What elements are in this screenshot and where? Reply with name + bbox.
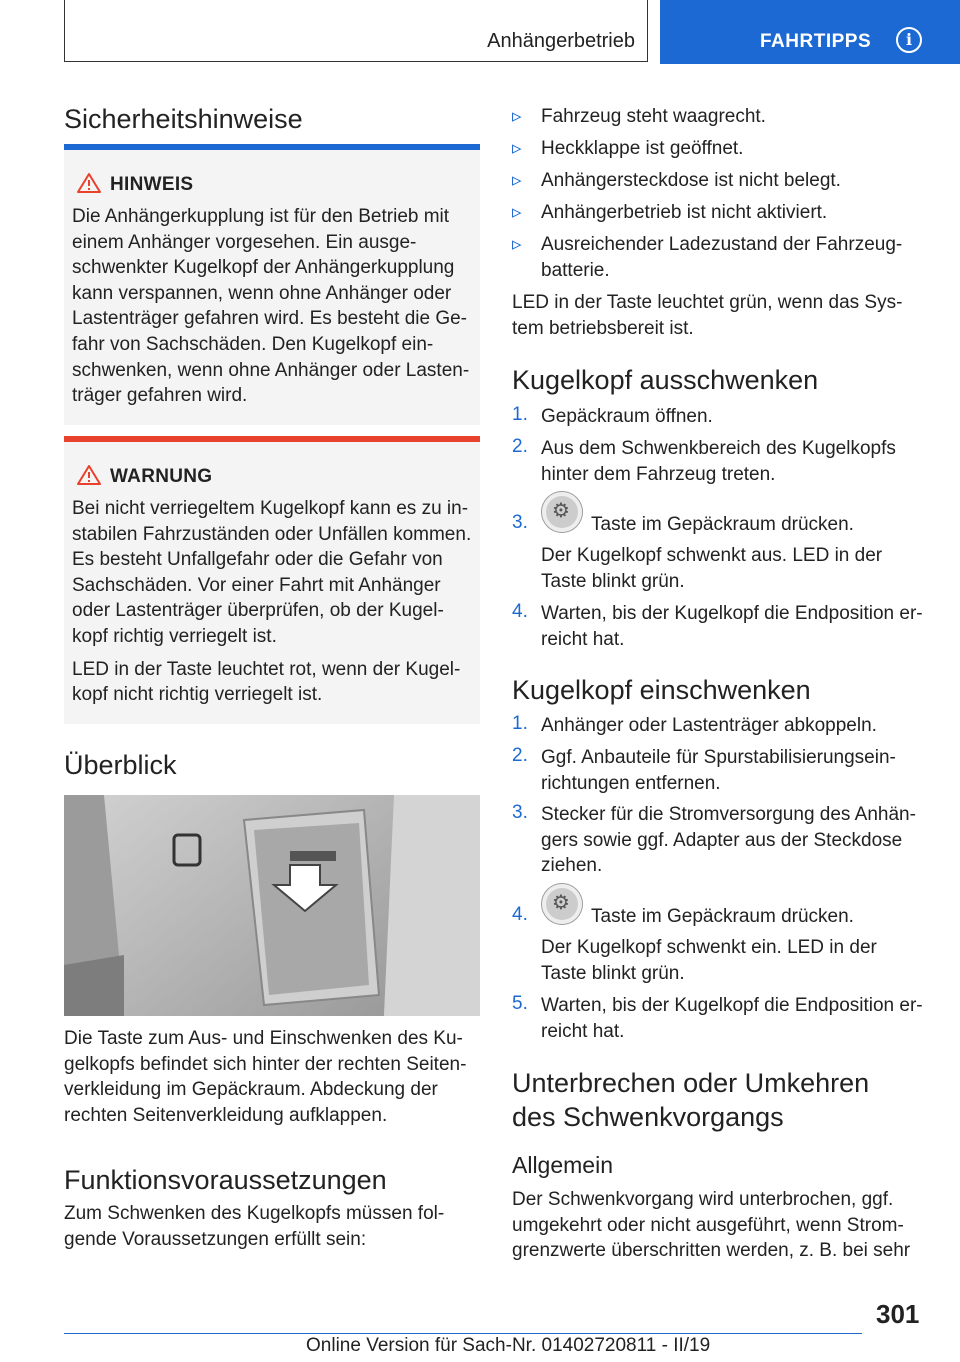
warning-triangle-icon [76,464,102,486]
subtitle-allgemein: Allgemein [512,1152,613,1178]
step-number: 4. [512,904,528,925]
bullet-marker-icon: ▹ [512,234,522,255]
step-text: Stecker für die Stromversorgung des Anhän- gers sowie ggf. Adapter aus der Steckdose ziehen. [541,804,916,877]
footer-text: Online Version für Sach-Nr. 01402720811 - II/19 [306,1335,711,1356]
condition-item: Anhängersteckdose ist nicht belegt. [541,170,841,191]
condition-item: Heckklappe ist geöffnet. [541,138,744,159]
step-text: Warten, bis der Kugelkopf die Endposition er- reicht hat. [541,603,923,650]
title-kugelkopf-ausschwenken: Kugelkopf ausschwenken [512,365,819,395]
step-text: Ggf. Anbauteile für Spurstabilisierungsein- richtungen entfernen. [541,747,896,794]
step-number: 1. [512,404,528,425]
step-text: Warten, bis der Kugelkopf die Endposition er- reicht hat. [541,995,923,1042]
warnung-label: WARNUNG [110,466,213,487]
led-ready-text: LED in der Taste leuchtet grün, wenn das Sys- tem betriebsbereit ist. [512,292,903,339]
step-number: 5. [512,993,528,1014]
trailer-hitch-button-icon [542,492,582,532]
step-text: Taste im Gepäckraum drücken. [591,514,854,535]
step-text: Gepäckraum öffnen. [541,406,713,427]
trailer-hitch-button-icon [542,884,582,924]
header-section-label: Anhängerbetrieb [487,30,635,52]
info-icon: i [896,27,922,53]
condition-item: Ausreichender Ladezustand der Fahrzeug- batterie. [541,234,903,281]
bullet-marker-icon: ▹ [512,138,522,159]
step-number: 2. [512,745,528,766]
title-funktionsvoraussetzungen: Funktionsvoraussetzungen [64,1165,387,1195]
warning-triangle-icon [76,172,102,194]
warnung-text: Bei nicht verriegeltem Kugelkopf kann es zu in- stabilen Fahrzuständen oder Unfällen kommen. Es besteht Unfallgefahr oder die Gefahr von Sachschäden. Vor einer Fahrt mit Anhänger oder Lastenträger überprüfen, ob der Kugel- kopf richtig verriegelt ist. LED in der Taste leuchtet rot, wenn der Kugel- kopf nicht richtig verriegelt ist. [72,498,472,706]
trunk-illustration [64,795,480,1016]
hinweis-label: HINWEIS [110,174,194,195]
step-result-text: Der Kugelkopf schwenkt ein. LED in der Taste blinkt grün. [541,937,877,984]
title-unterbrechen: Unterbrechen oder Umkehren des Schwenkvorgangs [512,1068,870,1132]
allgemein-text: Der Schwenkvorgang wird unterbrochen, ggf. umgekehrt oder nicht ausgeführt, wenn Strom- grenzwerte überschritten werden, z. B. bei sehr [512,1189,911,1262]
step-text: Aus dem Schwenkbereich des Kugelkopfs hinter dem Fahrzeug treten. [541,438,896,485]
condition-item: Fahrzeug steht waagrecht. [541,106,766,127]
header-chapter-label: FAHRTIPPS [760,31,872,52]
title-sicherheitshinweise: Sicherheitshinweise [64,104,303,134]
step-number: 4. [512,601,528,622]
footer-rule [64,1333,862,1334]
step-result-text: Der Kugelkopf schwenkt aus. LED in der Taste blinkt grün. [541,545,883,592]
condition-item: Anhängerbetrieb ist nicht aktiviert. [541,202,828,223]
title-kugelkopf-einschwenken: Kugelkopf einschwenken [512,675,811,705]
step-number: 2. [512,436,528,457]
step-number: 1. [512,713,528,734]
step-text: Taste im Gepäckraum drücken. [591,906,854,927]
ueberblick-text: Die Taste zum Aus- und Einschwenken des Ku- gelkopfs befindet sich hinter der rechten Seiten- verkleidung im Gepäckraum. Abdeckung der rechten Seitenverkleidung aufklappen. [64,1028,467,1126]
hinweis-text: Die Anhängerkupplung ist für den Betrieb mit einem Anhänger vorgesehen. Ein ausge- schwenkter Kugelkopf der Anhängerkupplung kann verspannen, wenn ohne Anhänger oder Lastenträger gefahren wird. Es besteht die Ge- fahr von Sachschäden. Den Kugelkopf ein- schwenken, wenn ohne Anhänger oder Lasten- träger gefahren wird. [72,206,470,407]
title-ueberblick: Überblick [64,750,177,780]
step-number: 3. [512,802,528,823]
hinweis-box [64,150,480,425]
bullet-marker-icon: ▹ [512,170,522,191]
bullet-marker-icon: ▹ [512,106,522,127]
funktion-text: Zum Schwenken des Kugelkopfs müssen fol- gende Voraussetzungen erfüllt sein: [64,1203,445,1250]
header-section-box [64,0,648,62]
warnung-box [64,442,480,724]
step-text: Anhänger oder Lastenträger abkoppeln. [541,715,877,736]
bullet-marker-icon: ▹ [512,202,522,223]
step-number: 3. [512,512,528,533]
page-number: 301 [876,1299,920,1329]
header-chapter-tab[interactable] [660,0,960,64]
